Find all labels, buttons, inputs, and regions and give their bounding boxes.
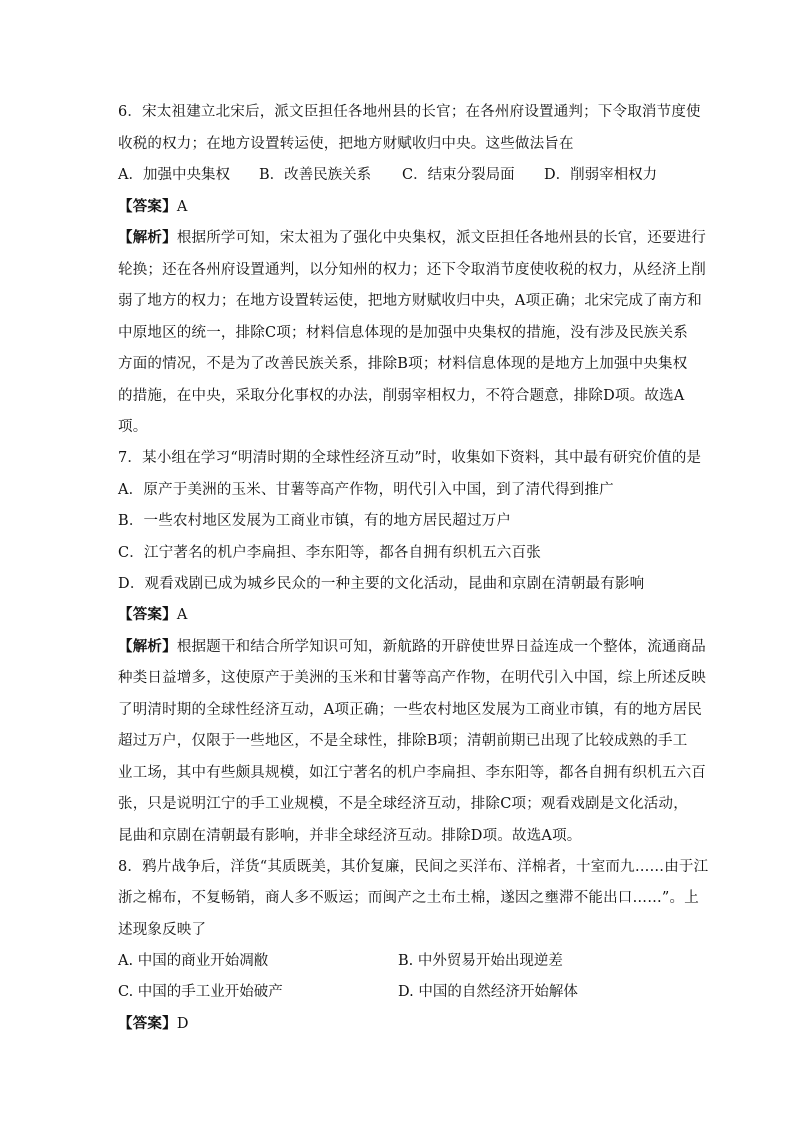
q8-answer <box>118 1014 189 1034</box>
analysis-text: 根据所学可知，宋太祖为了强化中央集权，派文臣担任各地州县的长官，还要进行 <box>176 230 707 246</box>
analysis-text: 根据题干和结合所学知识可知，新航路的开辟使世界日益连成一个整体，流通商品 <box>176 639 707 655</box>
q6-analysis-line-5: 方面的情况，不是为了改善民族关系，排除B项；材料信息体现的是地方上加强中央集权 <box>118 356 688 372</box>
q6-stem-line-2: 收税的权力；在地方设置转运使，把地方财赋收归中央。这些做法旨在 <box>118 136 574 152</box>
q6-analysis-line-1 <box>118 228 706 248</box>
answer-tag: 【答案】 <box>118 198 177 215</box>
q7-analysis-line-6: 张，只是说明江宁的手工业规模，不是全球经济互动，排除C项；观看戏剧是文化活动， <box>118 796 688 812</box>
answer-tag: 【答案】 <box>118 606 177 623</box>
q8-option-b: B. 中外贸易开始出现逆差 <box>398 953 563 969</box>
answer-tag: 【答案】 <box>118 1015 177 1032</box>
answer-value: A <box>176 199 188 215</box>
q7-option-c: C．江宁著名的机户李扁担、李东阳等，都各自拥有织机五六百张 <box>118 545 541 561</box>
q6-stem-line-1: 6．宋太祖建立北宋后，派文臣担任各地州县的长官；在各州府设置通判；下令取消节度使 <box>118 104 701 120</box>
q7-option-b: B．一些农村地区发展为工商业市镇，有的地方居民超过万户 <box>118 513 512 529</box>
analysis-tag: 【解析】 <box>118 229 177 246</box>
q7-analysis-line-1 <box>118 637 706 657</box>
q7-option-d: D．观看戏剧已成为城乡民众的一种主要的文化活动，昆曲和京剧在清朝最有影响 <box>118 576 645 592</box>
q7-analysis-line-3: 了明清时期的全球性经济互动，A项正确；一些农村地区发展为工商业市镇，有的地方居民 <box>118 702 702 718</box>
q8-option-d: D. 中国的自然经济开始解体 <box>398 984 578 1000</box>
q6-option-b: B．改善民族关系 <box>259 167 372 183</box>
q6-analysis-line-6: 的措施，在中央，采取分化事权的办法，削弱宰相权力，不符合题意，排除D项。故选A <box>118 388 685 404</box>
q8-option-c: C. 中国的手工业开始破产 <box>118 984 283 1000</box>
q7-analysis-line-7: 昆曲和京剧在清朝最有影响，并非全球经济互动。排除D项。故选A项。 <box>118 828 582 844</box>
q8-stem-line-1: 8．鸦片战争后，洋货“其质既美，其价复廉，民间之买洋布、洋棉者，十室而九……由于江 <box>118 859 709 875</box>
q6-option-d: D．削弱宰相权力 <box>544 167 658 183</box>
q6-option-a: A．加强中央集权 <box>118 167 230 183</box>
q7-option-a: A．原产于美洲的玉米、甘薯等高产作物，明代引入中国，到了清代得到推广 <box>118 482 614 498</box>
q8-stem-line-3: 述现象反映了 <box>118 922 207 938</box>
q7-stem: 7．某小组在学习“明清时期的全球性经济互动”时，收集如下资料，其中最有研究价值的是 <box>118 450 702 466</box>
q6-option-c: C．结束分裂局面 <box>402 167 515 183</box>
q7-analysis-line-5: 业工场，其中有些颇具规模，如江宁著名的机户李扁担、李东阳等，都各自拥有织机五六百 <box>118 765 706 781</box>
answer-value: A <box>176 607 188 623</box>
q6-analysis-line-3: 弱了地方的权力；在地方设置转运使，把地方财赋收归中央，A项正确；北宋完成了南方和 <box>118 293 702 309</box>
q8-option-a: A. 中国的商业开始凋敝 <box>118 953 269 969</box>
q8-stem-line-2: 浙之棉布，不复畅销，商人多不贩运；而闽产之土布土棉，遂因之壅滞不能出口……”。上 <box>118 890 699 906</box>
q6-analysis-line-2: 轮换；还在各州府设置通判，以分知州的权力；还下令取消节度使收税的权力，从经济上削 <box>118 262 706 278</box>
q6-analysis-line-7: 项。 <box>118 419 148 435</box>
q7-analysis-line-2: 种类日益增多，这使原产于美洲的玉米和甘薯等高产作物，在明代引入中国，综上所述反映 <box>118 670 706 686</box>
q6-analysis-line-4: 中原地区的统一，排除C项；材料信息体现的是加强中央集权的措施，没有涉及民族关系 <box>118 325 688 341</box>
q7-analysis-line-4: 超过万户，仅限于一些地区，不是全球性，排除B项；清朝前期已出现了比较成熟的手工 <box>118 733 688 749</box>
analysis-tag: 【解析】 <box>118 638 177 655</box>
answer-value: D <box>176 1016 189 1032</box>
q6-answer <box>118 197 187 217</box>
q7-answer <box>118 605 187 625</box>
